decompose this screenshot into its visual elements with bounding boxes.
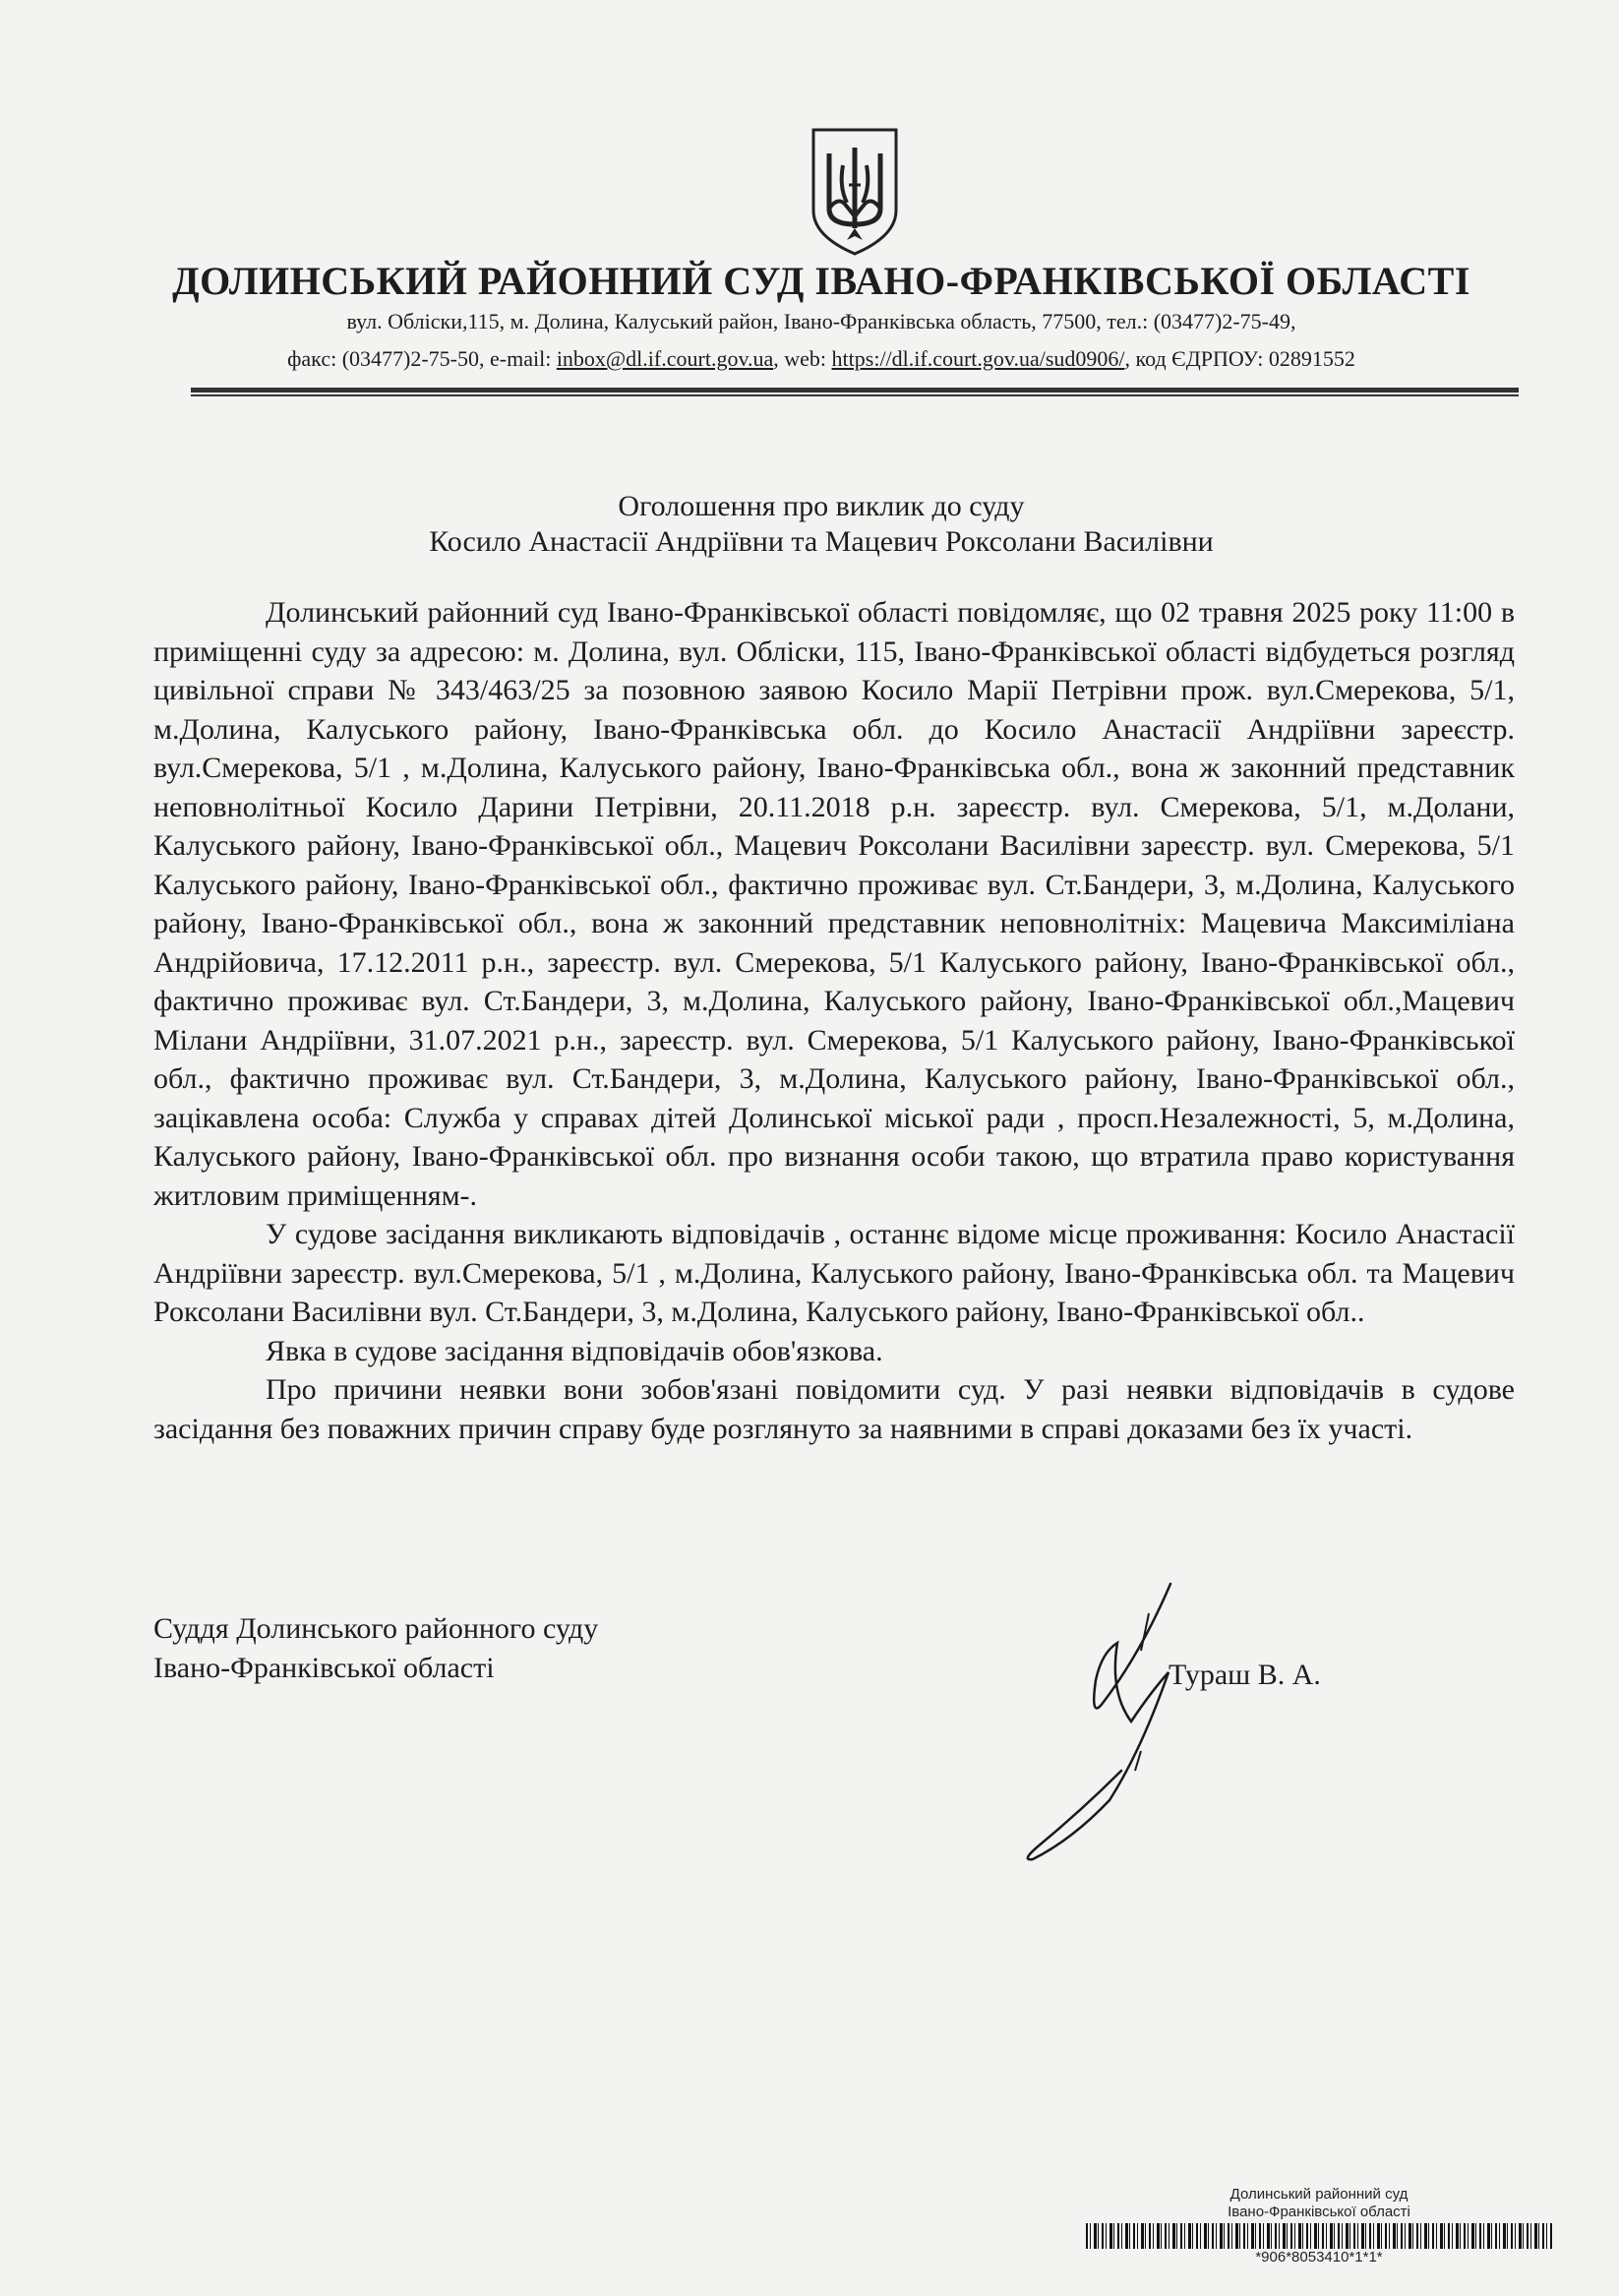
judge-position-line2: Івано-Франківської області: [153, 1652, 495, 1684]
web-label: , web:: [773, 346, 832, 371]
stamp-region: Івано-Франківської області: [1228, 2204, 1410, 2220]
court-contacts: [148, 346, 1495, 372]
court-name: ДОЛИНСЬКИЙ РАЙОННИЙ СУД ІВАНО-ФРАНКІВСЬКОЇ ОБЛАСТІ: [172, 259, 1470, 303]
judge-name: Тураш В. А.: [1169, 1659, 1321, 1691]
paragraph-case-details: Долинський районний суд Івано-Франківської області повідомляє, що 02 травня 2025 року 11:00 в приміщенні суду за адресою: м. Долина, вул. Обліски, 115, Івано-Франківської області відбудеться розгляд цивільної справи № 343/463/25 за позовною заявою Косило Марії Петрівни прож. вул.Смерекова, 5/1, м.Долина, Калуського району, Івано-Франківська обл. до Косило Анастасії Андріївни зареєстр. вул.Смерекова, 5/1 , м.Долина, Калуського району, Івано-Франківська обл., вона ж законний представник неповнолітньої Косило Дарини Петрівни, 20.11.2018 р.н. зареєстр. вул. Смерекова, 5/1, м.Долани, Калуського району, Івано-Франківської обл., Мацевич Роксолани Василівни зареєстр. вул. Смерекова, 5/1 Калуського району, Івано-Франківської обл., фактично проживає вул. Ст.Бандери, 3, м.Долина, Калуського району, Івано-Франківської обл., вона ж законний представник неповнолітніх: Мацевича Максиміліана Андрійовича, 17.12.2011 р.н., зареєстр. вул. Смерекова, 5/1 Калуського району, Івано-Франківської обл., фактично проживає вул. Ст.Бандери, 3, м.Долина, Калуського району, Івано-Франківської обл.,Мацевич Мілани Андріївни, 31.07.2021 р.н., зареєстр. вул. Смерекова, 5/1 Калуського району, Івано-Франківської обл., фактично проживає вул. Ст.Бандери, 3, м.Долина, Калуського району, Івано-Франківської обл., зацікавлена особа: Служба у справах дітей Долинської міської ради , просп.Незалежності, 5, м.Долина, Калуського району, Івано-Франківської обл. про визнання особи такою, що втратила право користування житловим приміщенням-.: [153, 596, 1515, 1212]
fax-label: факс: (03477)2-75-50, e-mail:: [287, 346, 557, 371]
email-link[interactable]: inbox@dl.if.court.gov.ua: [556, 346, 774, 371]
court-address: вул. Обліски,115, м. Долина, Калуський район, Івано-Франківська область, 77500, тел.: (03477)2-75-49,: [346, 309, 1296, 333]
announcement-title: Оголошення про виклик до суду: [618, 490, 1025, 522]
barcode: [1086, 2223, 1552, 2249]
announcement-subtitle: Косило Анастасії Андріївни та Мацевич Роксолани Василівни: [429, 525, 1214, 558]
stamp-court-name: Долинський районний суд: [1229, 2186, 1409, 2203]
registration-stamp: [1086, 2186, 1552, 2266]
paragraph-absence-notice: Про причини неявки вони зобов'язані повідомити суд. У разі неявки відповідачів в судове засідання без поважних причин справу буде розглянуто за наявними в справі доказами без їх участі.: [153, 1373, 1515, 1445]
header-divider: [191, 388, 1519, 393]
website-link[interactable]: https://dl.if.court.gov.ua/sud0906/: [831, 346, 1125, 371]
paragraph-attendance: Явка в судове засідання відповідачів обов'язкова.: [266, 1334, 883, 1367]
barcode-number: *906*8053410*1*1*: [1255, 2249, 1383, 2266]
paragraph-summons: У судове засідання викликають відповідачів , останнє відоме місце проживання: Косило Анастасії Андріївни зареєстр. вул.Смерекова, 5/1 , м.Долина, Калуського району, Івано-Франківська обл. та Мацевич Роксолани Василівни вул. Ст.Бандери, 3, м.Долина, Калуського району, Івано-Франківської обл..: [153, 1218, 1515, 1328]
judge-position-line1: Суддя Долинського районного суду: [153, 1612, 599, 1645]
header-divider-thin: [191, 394, 1519, 396]
handwritten-signature: [993, 1574, 1220, 1869]
judge-position: [153, 1609, 598, 1688]
edrpou-code: , код ЄДРПОУ: 02891552: [1124, 346, 1355, 371]
coat-of-arms-icon: [810, 126, 900, 258]
announcement-body: [153, 593, 1515, 1448]
